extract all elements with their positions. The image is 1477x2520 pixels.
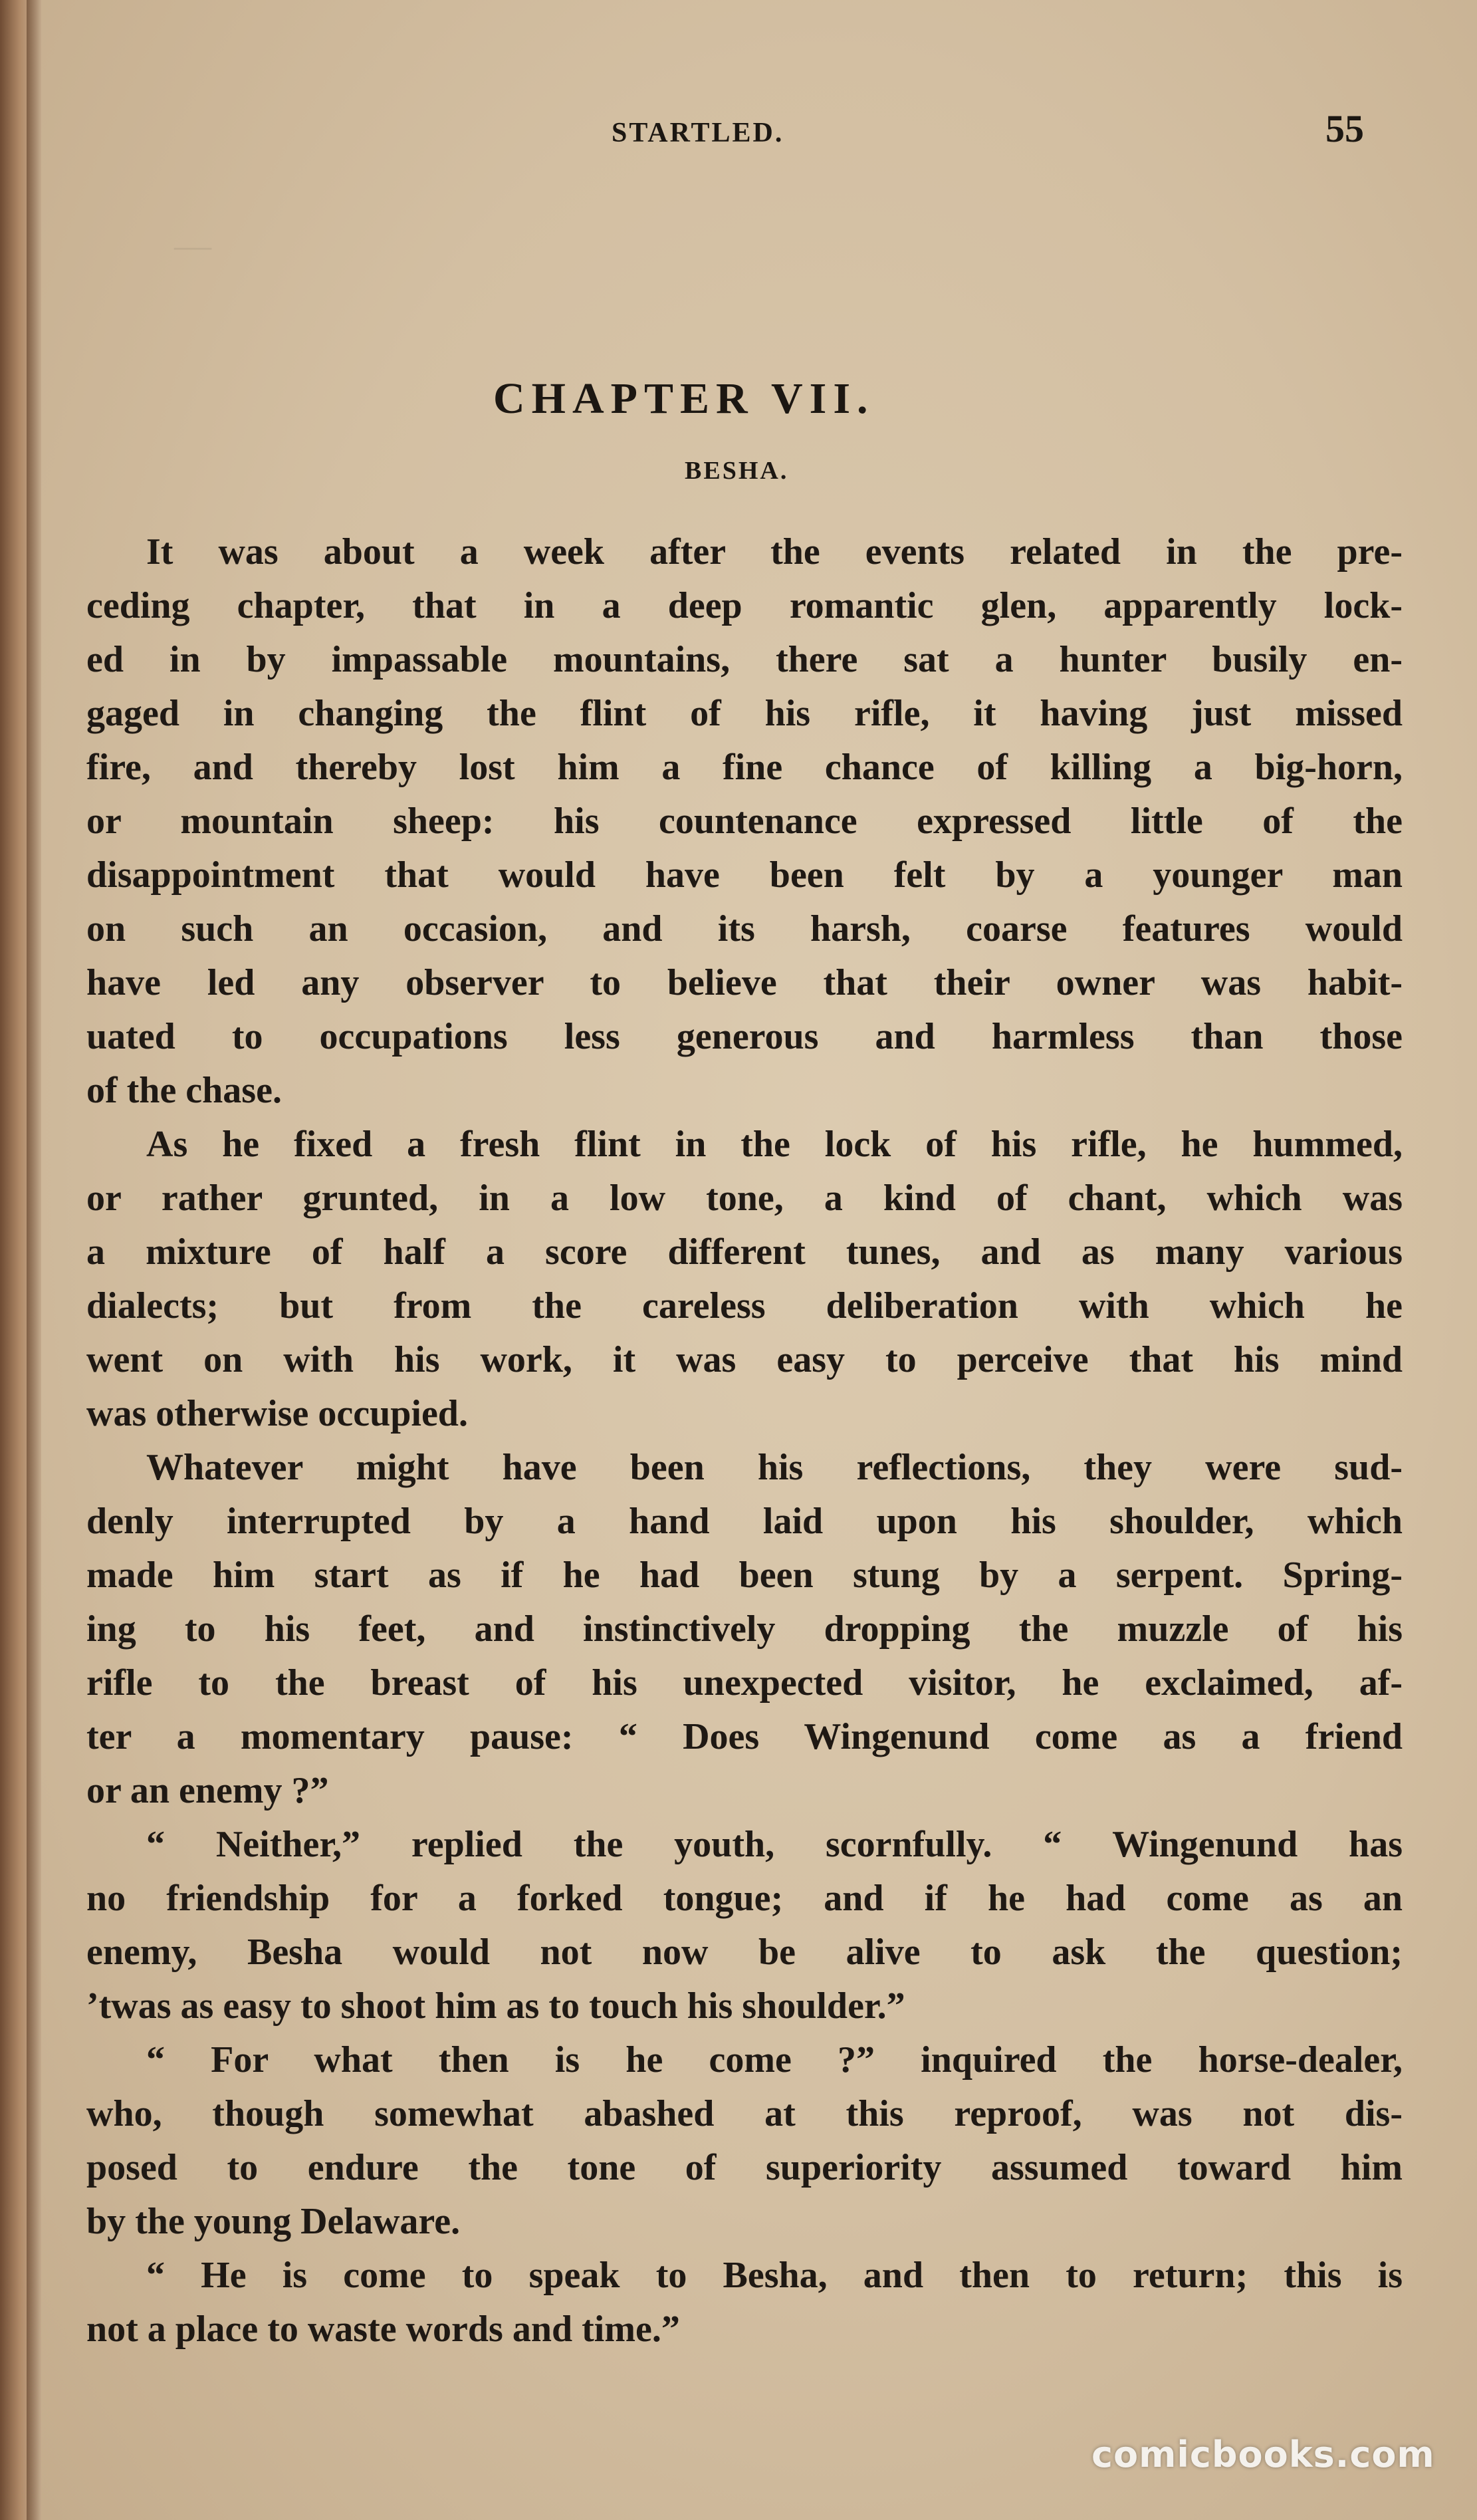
text-line: It was about a week after the events related in the pre-	[146, 531, 1403, 572]
show-through-text: —	[174, 225, 211, 266]
text-line: went on with his work, it was easy to perceive that his mind	[86, 1339, 1403, 1380]
text-line: who, though somewhat abashed at this reproof, was not dis-	[86, 2093, 1403, 2134]
paragraph	[86, 1441, 1403, 1818]
text-line: denly interrupted by a hand laid upon his shoulder, which	[86, 1501, 1403, 1542]
text-line: a mixture of half a score different tunes, and as many various	[86, 1231, 1403, 1273]
text-line: of the chase.	[86, 1070, 282, 1111]
paragraph	[86, 2249, 1403, 2356]
text-line: ing to his feet, and instinctively dropping the muzzle of his	[86, 1608, 1403, 1650]
text-line: not a place to waste words and time.”	[86, 2309, 680, 2350]
text-line: have led any observer to believe that their owner was habit-	[86, 962, 1403, 1003]
text-line: no friendship for a forked tongue; and if he had come as an	[86, 1878, 1403, 1919]
body-text	[86, 525, 1403, 2356]
text-line: As he fixed a fresh flint in the lock of his rifle, he hummed,	[146, 1124, 1403, 1165]
paragraph	[86, 2033, 1403, 2249]
text-line: gaged in changing the flint of his rifle, it having just missed	[86, 693, 1403, 734]
text-line: or mountain sheep: his countenance expressed little of the	[86, 801, 1403, 842]
text-line: disappointment that would have been felt by a younger man	[86, 854, 1403, 896]
text-line: “ Neither,” replied the youth, scornfully. “ Wingenund has	[146, 1824, 1403, 1865]
text-line: ceding chapter, that in a deep romantic glen, apparently lock-	[86, 585, 1403, 626]
paragraph	[86, 1118, 1403, 1441]
chapter-title: CHAPTER VII.	[493, 374, 875, 423]
watermark-logo: comicbooks.com	[1091, 2434, 1435, 2475]
text-line: enemy, Besha would not now be alive to ask the question;	[86, 1932, 1403, 1973]
text-line: uated to occupations less generous and harmless than those	[86, 1016, 1403, 1057]
book-page	[41, 0, 1477, 2520]
text-line: dialects; but from the careless deliberation with which he	[86, 1285, 1403, 1326]
text-line: by the young Delaware.	[86, 2201, 461, 2242]
text-line: fire, and thereby lost him a fine chance of killing a big-horn,	[86, 747, 1403, 788]
text-line: “ He is come to speak to Besha, and then to return; this is	[146, 2255, 1403, 2296]
page-number: 55	[1325, 107, 1364, 150]
text-line: made him start as if he had been stung by a serpent. Spring-	[86, 1555, 1403, 1596]
text-line: posed to endure the tone of superiority assumed toward him	[86, 2147, 1403, 2188]
text-line: was otherwise occupied.	[86, 1393, 468, 1434]
text-line: on such an occasion, and its harsh, coarse features would	[86, 908, 1403, 949]
text-line: or rather grunted, in a low tone, a kind of chant, which was	[86, 1178, 1403, 1219]
chapter-subtitle: BESHA.	[685, 457, 789, 485]
text-line: rifle to the breast of his unexpected visitor, he exclaimed, af-	[86, 1662, 1403, 1703]
text-line: ter a momentary pause: “ Does Wingenund come as a friend	[86, 1716, 1403, 1757]
text-line: “ For what then is he come ?” inquired the horse-dealer,	[146, 2039, 1403, 2080]
text-line: ’twas as easy to shoot him as to touch his shoulder.”	[86, 1985, 905, 2027]
text-line: Whatever might have been his reflections, they were sud-	[146, 1447, 1403, 1488]
text-line: or an enemy ?”	[86, 1770, 329, 1811]
running-header: STARTLED.	[612, 118, 784, 148]
paragraph	[86, 525, 1403, 1118]
paragraph	[86, 1818, 1403, 2033]
text-line: ed in by impassable mountains, there sat a hunter busily en-	[86, 639, 1403, 680]
